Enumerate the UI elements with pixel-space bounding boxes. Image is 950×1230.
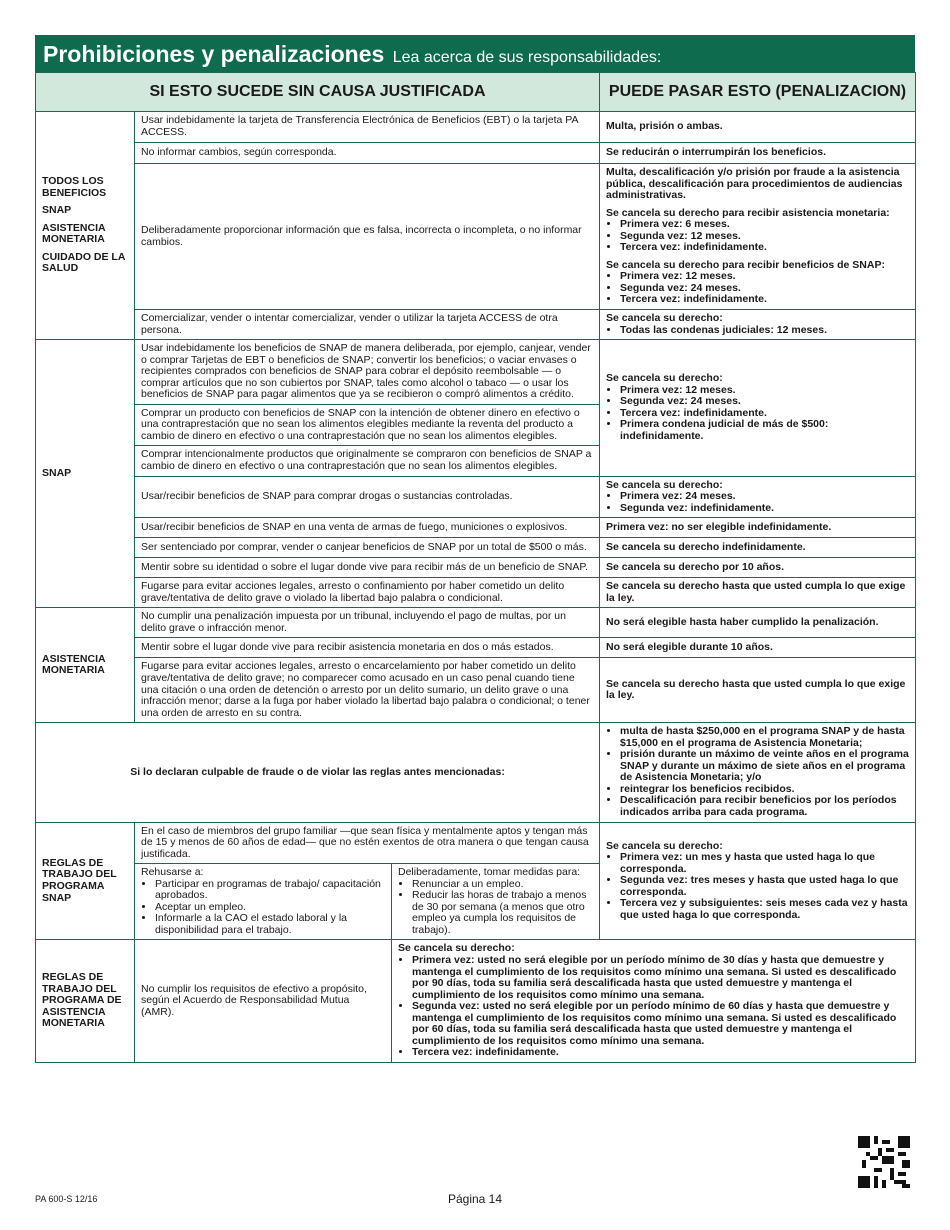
- penalty-cell: No será elegible hasta haber cumplido la penalización.: [600, 608, 916, 638]
- condition-heading: Deliberadamente, tomar medidas para:: [398, 866, 581, 879]
- table-row: [36, 518, 916, 538]
- penalty-list: [606, 325, 909, 337]
- list-item: • Primera vez: 12 meses.: [620, 385, 909, 397]
- list-item: • Segunda vez: usted no será elegible por un período mínimo de 60 días y hasta que demuestre y mantenga el cumplimiento de los requisitos como mínimo una semana. Si usted es descalificado por 60 días, toda su familia será descalificada hasta que usted demuestre y mantenga el cumplimiento de los requisitos como mínimo una semana.: [412, 1001, 909, 1047]
- list-item: • Primera vez: 24 meses.: [620, 491, 909, 503]
- list-item: • Primera condena judicial de más de $500: indefinidamente.: [620, 419, 909, 442]
- list-item: • Primera vez: usted no será elegible por un período mínimo de 30 días y hasta que demuestre y mantenga el cumplimiento de los requisitos como mínimo una semana. Si usted es descalificado por 90 días, toda su familia será descalificada hasta que usted demuestre y mantenga el cumplimiento de los requisitos como mínimo una semana.: [412, 955, 909, 1001]
- penalty-cell: Se cancela su derecho hasta que usted cumpla lo que exige la ley.: [600, 578, 916, 608]
- list-item: • Segunda vez: indefinidamente.: [620, 503, 909, 515]
- penalty-heading: Se cancela su derecho:: [398, 942, 515, 955]
- condition-cell: Comprar un producto con beneficios de SNAP con la intención de obtener dinero en efectivo o una contraprestación que no sean los alimentos elegibles mediante la reventa del producto a cambio de dinero en efectivo o una contraprestación que no sean los alimentos elegibles.: [135, 404, 600, 446]
- list-item: • Tercera vez y subsiguientes: seis meses cada vez y hasta que usted haga lo que corresponda.: [620, 898, 909, 921]
- condition-cell: Usar/recibir beneficios de SNAP en una venta de armas de fuego, municiones o explosivos.: [135, 518, 600, 538]
- page-title: Prohibiciones y penalizaciones: [43, 41, 385, 67]
- table-row: [36, 658, 916, 723]
- group-label-todos: [36, 112, 135, 340]
- list-item: • Participar en programas de trabajo/ capacitación aprobados.: [155, 879, 385, 902]
- list-item: • Segunda vez: tres meses y hasta que usted haga lo que corresponda.: [620, 875, 909, 898]
- penalty-list: [606, 852, 909, 921]
- condition-list: [398, 879, 593, 937]
- penalty-list: [606, 219, 909, 254]
- list-item: • reintegrar los beneficios recibidos.: [620, 784, 909, 796]
- table-row: [36, 608, 916, 638]
- condition-cell: Usar/recibir beneficios de SNAP para comprar drogas o sustancias controladas.: [135, 476, 600, 518]
- penalty-cell: No será elegible durante 10 años.: [600, 638, 916, 658]
- penalty-cell: Se reducirán o interrumpirán los beneficios.: [600, 143, 916, 164]
- condition-cell: Comprar intencionalmente productos que originalmente se compraron con beneficios de SNAP a cambio de dinero en efectivo o una contraprestación que no sean los alimentos elegibles.: [135, 446, 600, 476]
- penalty-cell: Multa, prisión o ambas.: [600, 112, 916, 143]
- condition-list: [141, 879, 385, 937]
- penalty-cell: [600, 476, 916, 518]
- group-label-asistencia: ASISTENCIA MONETARIA: [36, 608, 135, 723]
- group-label-line: CUIDADO DE LA SALUD: [42, 250, 126, 275]
- list-item: • Informarle a la CAO el estado laboral y la disponibilidad para el trabajo.: [155, 913, 385, 936]
- title-bar: [35, 35, 915, 72]
- table-row: [36, 538, 916, 558]
- list-item: • Tercera vez: indefinidamente.: [620, 408, 909, 420]
- penalty-heading: Se cancela su derecho:: [606, 478, 723, 491]
- table-row: [36, 822, 916, 864]
- condition-cell: Usar indebidamente la tarjeta de Transferencia Electrónica de Beneficios (EBT) o la tarjeta PA ACCESS.: [135, 112, 600, 143]
- penalty-cell: [600, 310, 916, 340]
- list-item: • Primera vez: un mes y hasta que usted haga lo que corresponda.: [620, 852, 909, 875]
- list-item: • Segunda vez: 24 meses.: [620, 283, 909, 295]
- penalty-cell: Se cancela su derecho por 10 años.: [600, 558, 916, 578]
- penalty-heading: Se cancela su derecho:: [606, 839, 723, 852]
- table-row: [36, 340, 916, 405]
- page-subtitle: Lea acerca de sus responsabilidades:: [392, 49, 662, 66]
- condition-cell: No cumplir una penalización impuesta por un tribunal, incluyendo el pago de multas, por un delito grave o infracción menor.: [135, 608, 600, 638]
- condition-cell: Ser sentenciado por comprar, vender o canjear beneficios de SNAP por un total de $500 o más.: [135, 538, 600, 558]
- header-right: PUEDE PASAR ESTO (PENALIZACION): [600, 73, 916, 112]
- penalty-cell: Se cancela su derecho hasta que usted cumpla lo que exige la ley.: [600, 658, 916, 723]
- list-item: • Tercera vez: indefinidamente.: [620, 242, 909, 254]
- penalty-cell: [600, 723, 916, 822]
- condition-cell: Fugarse para evitar acciones legales, arresto o confinamiento por haber cometido un delito grave/tentativa de delito grave o violado la libertad bajo palabra o condicional.: [135, 578, 600, 608]
- table-row: [36, 143, 916, 164]
- penalty-list: [606, 491, 909, 514]
- page-number: Página 14: [447, 1192, 503, 1206]
- condition-cell: Usar indebidamente los beneficios de SNAP de manera deliberada, por ejemplo, canjear, vender o comprar Tarjetas de EBT o beneficios de SNAP; convertir los beneficios; o vaciar envases o recipientes comprados con beneficios de SNAP para cobrar el depósito reembolsable — o comprar artículos que no son cubiertos por SNAP, tales como alcohol o tabaco — o usar los beneficios de SNAP para pagar alimentos que ya se recibieron o compró alimentos a crédito.: [135, 340, 600, 405]
- list-item: • Descalificación para recibir beneficios por los períodos indicados arriba para cada programa.: [620, 795, 909, 818]
- penalty-heading: Se cancela su derecho:: [606, 372, 723, 385]
- fraud-condition: Si lo declaran culpable de fraude o de violar las reglas antes mencionadas:: [36, 723, 600, 822]
- list-item: • Renunciar a un empleo.: [412, 879, 593, 891]
- group-label-snap: SNAP: [36, 340, 135, 608]
- penalty-cell: [600, 340, 916, 476]
- list-item: • Aceptar un empleo.: [155, 902, 385, 914]
- penalty-cell: [600, 822, 916, 940]
- group-label-line: TODOS LOS BENEFICIOS: [42, 175, 107, 199]
- table-header-row: [36, 73, 916, 112]
- penalty-heading: Se cancela su derecho para recibir beneficios de SNAP:: [606, 258, 885, 271]
- penalty-cell: [600, 164, 916, 310]
- form-number: PA 600-S 12/16: [35, 1194, 98, 1204]
- header-left: SI ESTO SUCEDE SIN CAUSA JUSTIFICADA: [36, 73, 600, 112]
- penalty-cell: Se cancela su derecho indefinidamente.: [600, 538, 916, 558]
- group-label-line: SNAP: [42, 204, 72, 217]
- penalty-heading: Se cancela su derecho para recibir asistencia monetaria:: [606, 206, 890, 219]
- penalty-list: [398, 955, 909, 1059]
- condition-cell: Mentir sobre su identidad o sobre el lugar donde vive para recibir más de un beneficio de SNAP.: [135, 558, 600, 578]
- penalty-heading: Se cancela su derecho:: [606, 312, 723, 325]
- condition-cell: No cumplir los requisitos de efectivo a propósito, según el Acuerdo de Responsabilidad Mutua (AMR).: [135, 940, 392, 1062]
- table-row: [36, 638, 916, 658]
- penalty-list: [606, 726, 909, 818]
- table-row: [36, 723, 916, 822]
- group-label-reglas-snap: REGLAS DE TRABAJO DEL PROGRAMA SNAP: [36, 822, 135, 940]
- list-item: • Tercera vez: indefinidamente.: [620, 294, 909, 306]
- condition-cell: [135, 864, 392, 940]
- condition-cell: Mentir sobre el lugar donde vive para recibir asistencia monetaria en dos o más estados.: [135, 638, 600, 658]
- list-item: • Tercera vez: indefinidamente.: [412, 1047, 909, 1059]
- table-row: [36, 112, 916, 143]
- group-label-line: ASISTENCIA MONETARIA: [42, 221, 106, 246]
- qr-code-icon: [858, 1136, 910, 1188]
- list-item: • Todas las condenas judiciales: 12 meses.: [620, 325, 909, 337]
- condition-cell: [392, 864, 600, 940]
- penalty-list: [606, 385, 909, 443]
- penalty-list: [606, 271, 909, 306]
- penalties-table: [35, 72, 916, 1063]
- condition-heading: Rehusarse a:: [141, 866, 204, 879]
- group-label-reglas-am: REGLAS DE TRABAJO DEL PROGRAMA DE ASISTENCIA MONETARIA: [36, 940, 135, 1062]
- table-row: [36, 940, 916, 1062]
- table-row: [36, 310, 916, 340]
- list-item: • Segunda vez: 24 meses.: [620, 396, 909, 408]
- condition-cell: Deliberadamente proporcionar información que es falsa, incorrecta o incompleta, o no informar cambios.: [135, 164, 600, 310]
- list-item: • prisión durante un máximo de veinte años en el programa SNAP y durante un máximo de siete años en el programa de Asistencia Monetaria; y/o: [620, 749, 909, 784]
- condition-cell: Comercializar, vender o intentar comercializar, vender o utilizar la tarjeta ACCESS de otra persona.: [135, 310, 600, 340]
- condition-cell: En el caso de miembros del grupo familiar —que sean física y mentalmente aptos y tengan más de 15 y menos de 60 años de edad— que no estén exentos de otra manera o que tengan causa justificada.: [135, 822, 600, 864]
- condition-cell: Fugarse para evitar acciones legales, arresto o encarcelamiento por haber cometido un delito grave/tentativa de delito grave; no comparecer como acusado en un caso penal cuando tiene una citación o una orden de detención o arresto por un delito sumario, un delito grave o una infracción menor; darse a la fuga por haber violado la libertad bajo palabra o condicional; o tener una orden de arresto en su contra.: [135, 658, 600, 723]
- table-row: [36, 164, 916, 310]
- table-row: [36, 476, 916, 518]
- list-item: • Reducir las horas de trabajo a menos de 30 por semana (a menos que otro empleo ya cumpla los requisitos de trabajo).: [412, 890, 593, 936]
- penalty-cell: Primera vez: no ser elegible indefinidamente.: [600, 518, 916, 538]
- condition-cell: No informar cambios, según corresponda.: [135, 143, 600, 164]
- table-row: [36, 558, 916, 578]
- list-item: • Segunda vez: 12 meses.: [620, 231, 909, 243]
- list-item: • multa de hasta $250,000 en el programa SNAP y de hasta $15,000 en el programa de Asistencia Monetaria;: [620, 726, 909, 749]
- list-item: • Primera vez: 12 meses.: [620, 271, 909, 283]
- table-row: [36, 578, 916, 608]
- penalty-intro: Multa, descalificación y/o prisión por fraude a la asistencia pública, descalificación para procedimientos de audiencias administrativas.: [606, 166, 903, 202]
- list-item: • Primera vez: 6 meses.: [620, 219, 909, 231]
- penalty-cell: [392, 940, 916, 1062]
